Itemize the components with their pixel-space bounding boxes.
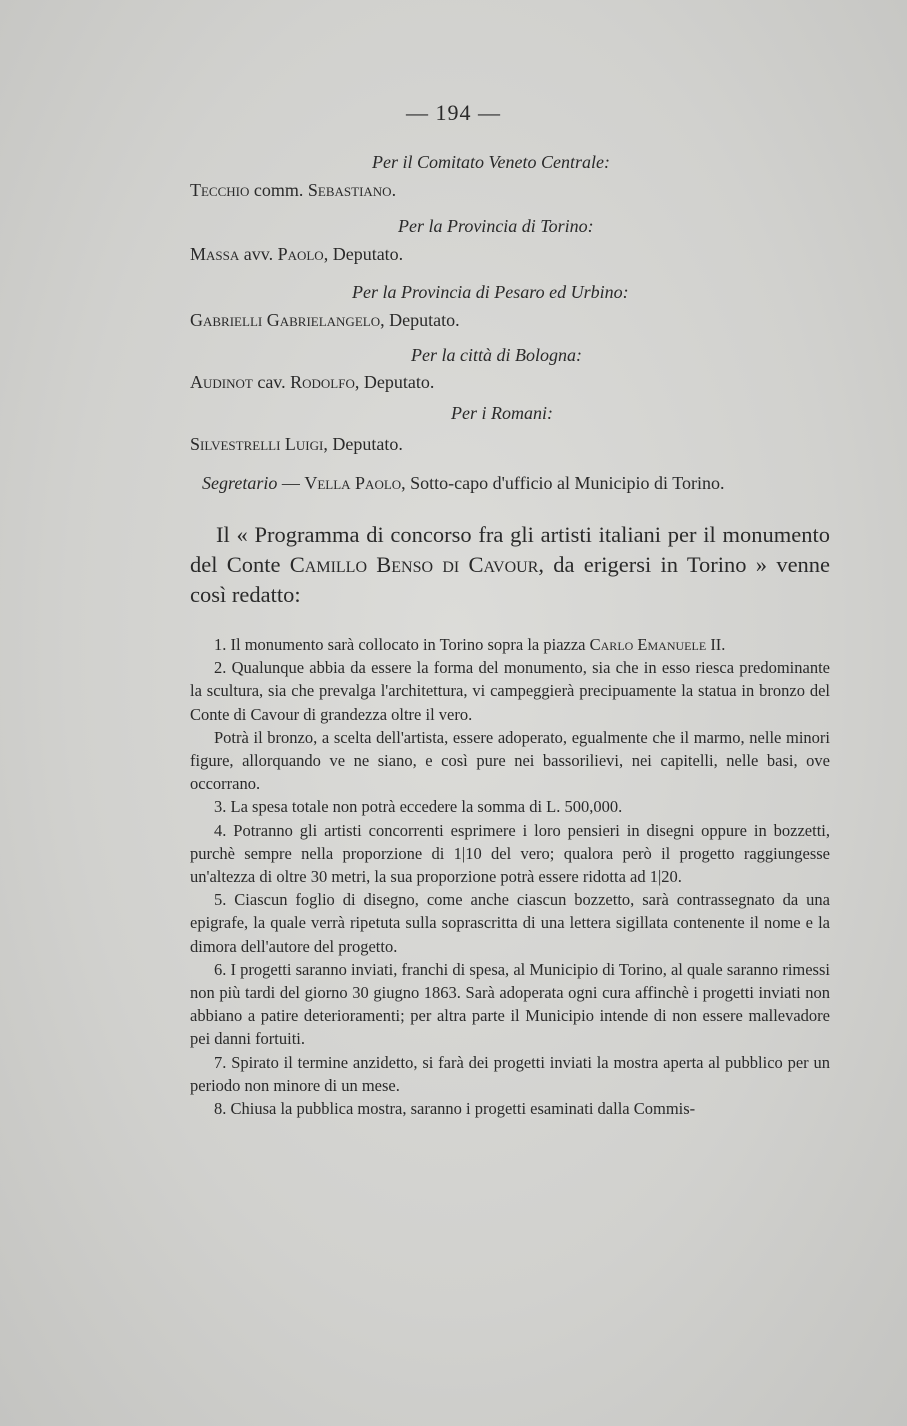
committee-member-gabrielli: Gabrielli Gabrielangelo, Deputato.	[190, 310, 460, 330]
article-8: 8. Chiusa la pubblica mostra, saranno i progetti esaminati dalla Commis-	[214, 1099, 696, 1119]
article-4: 4. Potranno gli artisti concorrenti esprimere i loro pensieri in disegni oppure in bozzetti, purchè sempre nella proporzione di 1|10 del vero; qualora però il progetto raggiungesse un'altezza di oltre 30 metri, la sua proporzione potrà essere ridotta ad 1|20.	[190, 820, 830, 887]
committee-member-audinot: Audinot cav. Rodolfo, Deputato.	[190, 372, 435, 392]
committee-heading-romani: Per i Romani:	[451, 403, 553, 423]
committee-member-tecchio: Tecchio comm. Sebastiano.	[190, 180, 397, 200]
program-intro: Il « Programma di concorso fra gli artisti italiani per il monumento del Conte Camillo Benso di Cavour, da erigersi in Torino » venne così redatto:	[190, 522, 831, 607]
committee-heading-torino: Per la Provincia di Torino:	[398, 216, 594, 236]
secretary-line: Segretario — Vella Paolo, Sotto-capo d'ufficio al Municipio di Torino.	[202, 473, 725, 493]
committee-member-silvestrelli: Silvestrelli Luigi, Deputato.	[190, 434, 403, 454]
article-7: 7. Spirato il termine anzidetto, si farà dei progetti inviati la mostra aperta al pubblico per un periodo non minore di un mese.	[190, 1052, 830, 1095]
article-2: 2. Qualunque abbia da essere la forma del monumento, sia che in esso riesca predominante la scultura, sia che prevalga l'architettura, vi campeggierà precipuamente la statua in bronzo del Conte di Cavour di grandezza oltre il vero.	[190, 658, 830, 724]
article-6: 6. I progetti saranno inviati, franchi di spesa, al Municipio di Torino, al quale saranno rimessi non più tardi del giorno 30 giugno 1863. Sarà adoperata ogni cura affinchè i progetti inviati non abbiano a patire deterioramenti; per altra parte il Municipio intende di non essere mallevadore pei danni fortuiti.	[190, 959, 830, 1049]
committee-heading-bologna: Per la città di Bologna:	[411, 345, 582, 365]
committee-heading-pesaro: Per la Provincia di Pesaro ed Urbino:	[352, 282, 629, 302]
article-3: 3. La spesa totale non potrà eccedere la somma di L. 500,000.	[214, 797, 623, 817]
article-5: 5. Ciascun foglio di disegno, come anche ciascun bozzetto, sarà contrassegnato da una epigrafe, la quale verrà ripetuta sulla soprascritta di una lettera sigillata contenente il nome e la dimora dell'autore del progetto.	[190, 890, 830, 956]
article-2-continuation: Potrà il bronzo, a scelta dell'artista, essere adoperato, egualmente che il marmo, nelle minori figure, allorquando ve ne siano, e così pure nei bassorilievi, nei capitelli, nelle basi, ove occorrano.	[190, 727, 830, 794]
committee-heading-veneto: Per il Comitato Veneto Centrale:	[372, 152, 610, 172]
article-1: 1. Il monumento sarà collocato in Torino sopra la piazza Carlo Emanuele II.	[214, 635, 726, 654]
program-articles	[190, 633, 830, 1120]
page-number: — 194 —	[406, 100, 501, 125]
committee-member-massa: Massa avv. Paolo, Deputato.	[190, 244, 404, 264]
